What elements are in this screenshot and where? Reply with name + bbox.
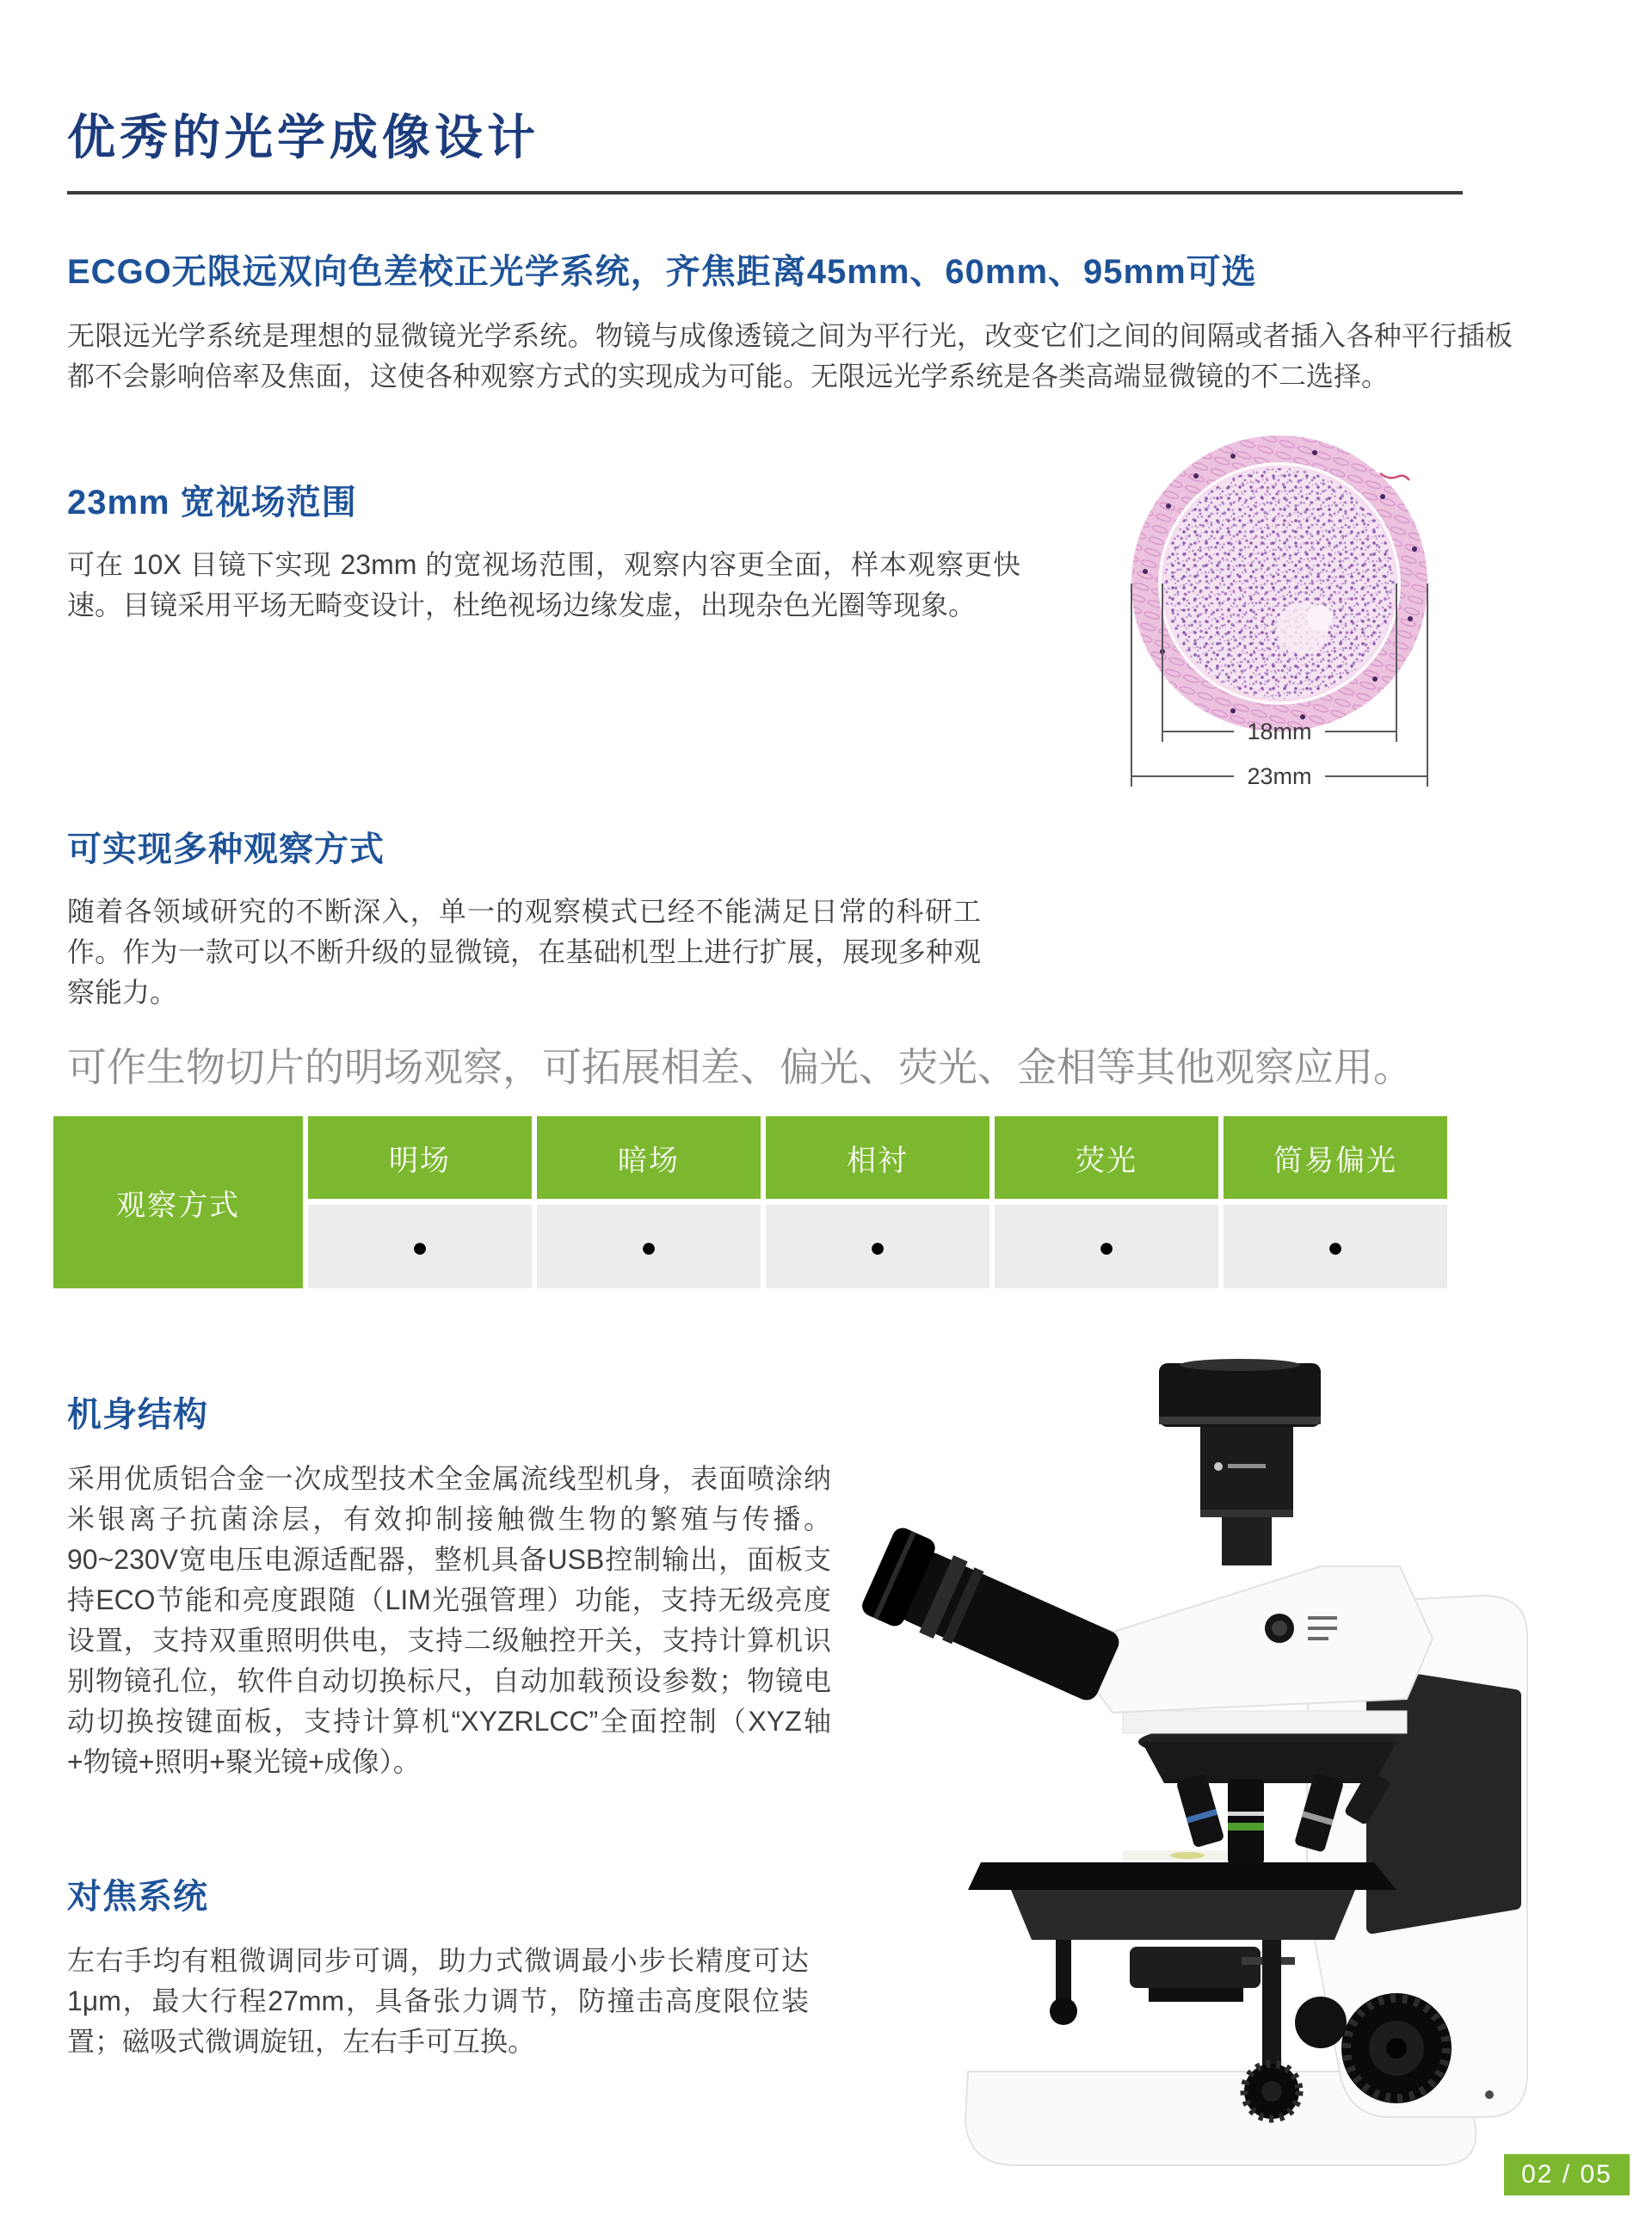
- section-body-optical-system: 无限远光学系统是理想的显微镜光学系统。物镜与成像透镜之间为平行光，改变它们之间的间隔或者插入各种平行插板都不会影响倍率及焦面，这使各种观察方式的实现成为可能。无限远光学系统是各类高端显微镜的不二选择。: [67, 320, 1513, 392]
- page-number-badge: 02 / 05: [1504, 2154, 1630, 2195]
- table-col-header-brightfield: 明场: [308, 1116, 532, 1199]
- table-cell-brightfield: [308, 1205, 532, 1288]
- specimen-circle-image: [1120, 429, 1439, 743]
- observation-statement: 可作生物切片的明场观察，可拓展相差、偏光、荧光、金相等其他观察应用。: [67, 1045, 1413, 1090]
- table-row-header: 观察方式: [53, 1116, 303, 1288]
- table-col-header-phase-contrast: 相衬: [766, 1116, 989, 1199]
- dot-marker: ●: [1327, 1231, 1344, 1263]
- microscope-image: [839, 1344, 1540, 2183]
- section-wide-field: [67, 475, 1020, 626]
- outer-diameter-label: 23mm: [1247, 763, 1312, 789]
- dot-marker: ●: [869, 1231, 886, 1263]
- table-cell-phase-contrast: [766, 1205, 989, 1288]
- specimen-artifact: [1380, 473, 1409, 480]
- section-optical-system: [67, 244, 1513, 397]
- section-body-focus-system: 左右手均有粗微调同步可调，助力式微调最小步长精度可达1μm，最大行程27mm，具备张力调节，防撞击高度限位装置；磁吸式微调旋钮，左右手可互换。: [67, 1945, 809, 2057]
- table-column-simple-polarizing: [1224, 1116, 1447, 1288]
- table-cell-simple-polarizing: [1224, 1205, 1447, 1288]
- table-cell-darkfield: [537, 1205, 761, 1288]
- head-plate: [1123, 1711, 1407, 1733]
- section-heading-focus-system: 对焦系统: [67, 1878, 208, 1916]
- section-body-structure: [67, 1387, 831, 1782]
- page-title: 优秀的光学成像设计: [67, 110, 539, 164]
- dot-marker: ●: [1098, 1231, 1115, 1263]
- field-of-view-figure: [1103, 429, 1456, 800]
- section-heading-observation-modes: 可实现多种观察方式: [67, 830, 385, 868]
- table-column-brightfield: [308, 1116, 532, 1288]
- dot-marker: ●: [640, 1231, 657, 1263]
- table-col-header-fluorescence: 荧光: [995, 1116, 1218, 1199]
- inner-diameter-label: 18mm: [1247, 719, 1312, 744]
- title-underline: [67, 191, 1463, 194]
- section-body-body-structure: 采用优质铝合金一次成型技术全金属流线型机身，表面喷涂纳米银离子抗菌涂层，有效抑制接触微生物的繁殖与传播。90~230V宽电压电源适配器，整机具备USB控制输出，面板支持ECO节能和亮度跟随（LIM光强管理）功能，支持无级亮度设置，支持双重照明供电，支持二级触控开关，支持计算机识别物镜孔位，软件自动切换标尺，自动加载预设参数；物镜电动切换按键面板，支持计算机“XYZRLCC”全面控制（XYZ轴+物镜+照明+聚光镜+成像）。: [67, 1463, 831, 1777]
- table-column-darkfield: [537, 1116, 761, 1288]
- table-column-fluorescence: [995, 1116, 1218, 1288]
- section-heading-wide-field: 23mm 宽视场范围: [67, 484, 357, 522]
- observation-table: [53, 1116, 1447, 1288]
- table-columns: [308, 1116, 1447, 1288]
- table-column-phase-contrast: [766, 1116, 989, 1288]
- section-heading-optical-system: ECGO无限远双向色差校正光学系统，齐焦距离45mm、60mm、95mm可选: [67, 253, 1257, 291]
- eyepiece-tube: [859, 1525, 1126, 1713]
- camera: [1159, 1359, 1321, 1565]
- section-body-observation-modes: 随着各领域研究的不断深入，单一的观察模式已经不能满足日常的科研工作。作为一款可以不断升级的显微镜，在基础机型上进行扩展，展现多种观察能力。: [67, 896, 981, 1008]
- table-col-header-simple-polarizing: 简易偏光: [1224, 1116, 1447, 1199]
- dot-marker: ●: [411, 1231, 428, 1263]
- section-heading-body-structure: 机身结构: [67, 1396, 208, 1434]
- section-body-wide-field: 可在 10X 目镜下实现 23mm 的宽视场范围，观察内容更全面，样本观察更快速。目镜采用平场无畸变设计，杜绝视场边缘发虚，出现杂色光圈等现象。: [67, 549, 1020, 620]
- table-cell-fluorescence: [995, 1205, 1218, 1288]
- section-observation-modes: [67, 822, 981, 1013]
- section-focus-system: [67, 1869, 809, 2062]
- microscope-head: [1064, 1566, 1433, 1713]
- table-col-header-darkfield: 暗场: [537, 1116, 761, 1199]
